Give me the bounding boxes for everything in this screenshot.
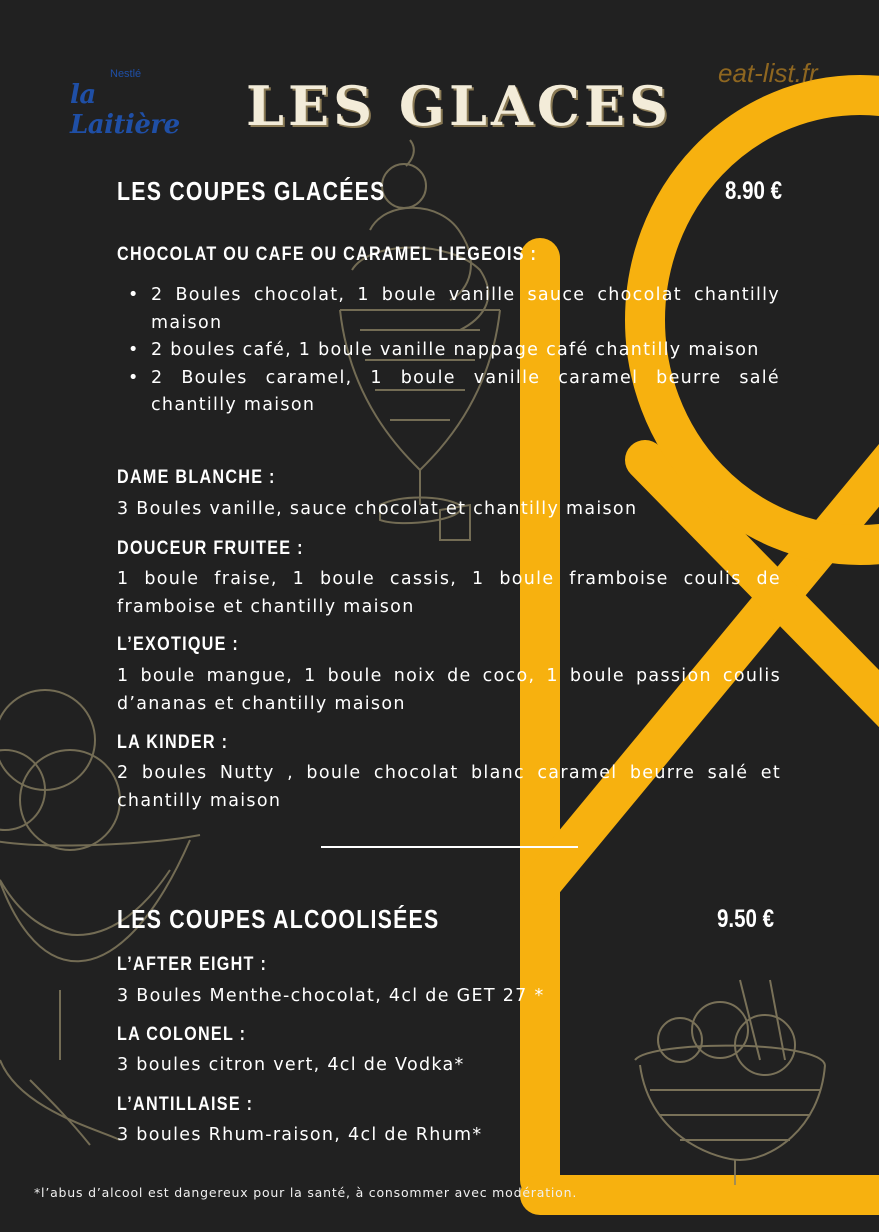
watermark-text: eat-list.fr <box>718 58 818 88</box>
bullet-icon: • <box>128 285 140 305</box>
logo-nestle-text: Nestlé <box>110 68 142 80</box>
item-title-douceur-fruitee: DOUCEUR FRUITEE : <box>117 538 304 559</box>
item-title-antillaise: L’ANTILLAISE : <box>117 1094 254 1115</box>
item-desc-dame-blanche: 3 Boules vanille, sauce chocolat et chantilly maison <box>117 499 638 519</box>
list-item <box>128 337 780 365</box>
item-title-colonel: LA COLONEL : <box>117 1024 247 1045</box>
item-title-after-eight: L’AFTER EIGHT : <box>117 954 268 975</box>
item-desc-douceur-fruitee: 1 boule fraise, 1 boule cassis, 1 boule framboise coulis de framboise et chantilly maison <box>117 569 781 617</box>
section-price-coupes-alcoolisees: 9.50 € <box>717 905 775 933</box>
section-divider <box>321 846 578 848</box>
bullet-text: 2 boules café, 1 boule vanille nappage café chantilly maison <box>151 340 760 360</box>
item-title-exotique: L’EXOTIQUE : <box>117 634 240 655</box>
list-item <box>128 365 780 420</box>
page-title: LES GLACES <box>246 74 673 138</box>
brand-logo <box>62 66 196 140</box>
item-desc-after-eight: 3 Boules Menthe-chocolat, 4cl de GET 27 * <box>117 986 545 1006</box>
bullet-icon: • <box>128 340 140 360</box>
list-item <box>128 282 780 337</box>
item-title-kinder: LA KINDER : <box>117 732 229 753</box>
item-title-liegeois: CHOCOLAT OU CAFE OU CARAMEL LIEGEOIS : <box>117 244 538 265</box>
item-desc-colonel: 3 boules citron vert, 4cl de Vodka* <box>117 1055 465 1075</box>
logo-brand-text: la Laitière <box>70 80 180 140</box>
section-price-coupes-glacees: 8.90 € <box>725 177 783 205</box>
alcohol-footnote: *l’abus d’alcool est dangereux pour la santé, à consommer avec modération. <box>34 1185 578 1200</box>
bullet-text: 2 Boules chocolat, 1 boule vanille sauce chocolat chantilly maison <box>151 285 780 333</box>
item-desc-kinder: 2 boules Nutty , boule chocolat blanc caramel beurre salé et chantilly maison <box>117 763 781 811</box>
item-title-dame-blanche: DAME BLANCHE : <box>117 467 276 488</box>
bullet-icon: • <box>128 367 140 388</box>
section-title-coupes-alcoolisees: LES COUPES ALCOOLISÉES <box>117 904 440 934</box>
bullet-text: 2 Boules caramel, 1 boule vanille caramel beurre salé chantilly maison <box>151 367 780 415</box>
item-desc-exotique: 1 boule mangue, 1 boule noix de coco, 1 boule passion coulis d’ananas et chantilly maison <box>117 666 781 714</box>
item-bullet-list-liegeois <box>128 282 780 420</box>
item-desc-antillaise: 3 boules Rhum-raison, 4cl de Rhum* <box>117 1125 483 1145</box>
section-title-coupes-glacees: LES COUPES GLACÉES <box>117 176 386 206</box>
